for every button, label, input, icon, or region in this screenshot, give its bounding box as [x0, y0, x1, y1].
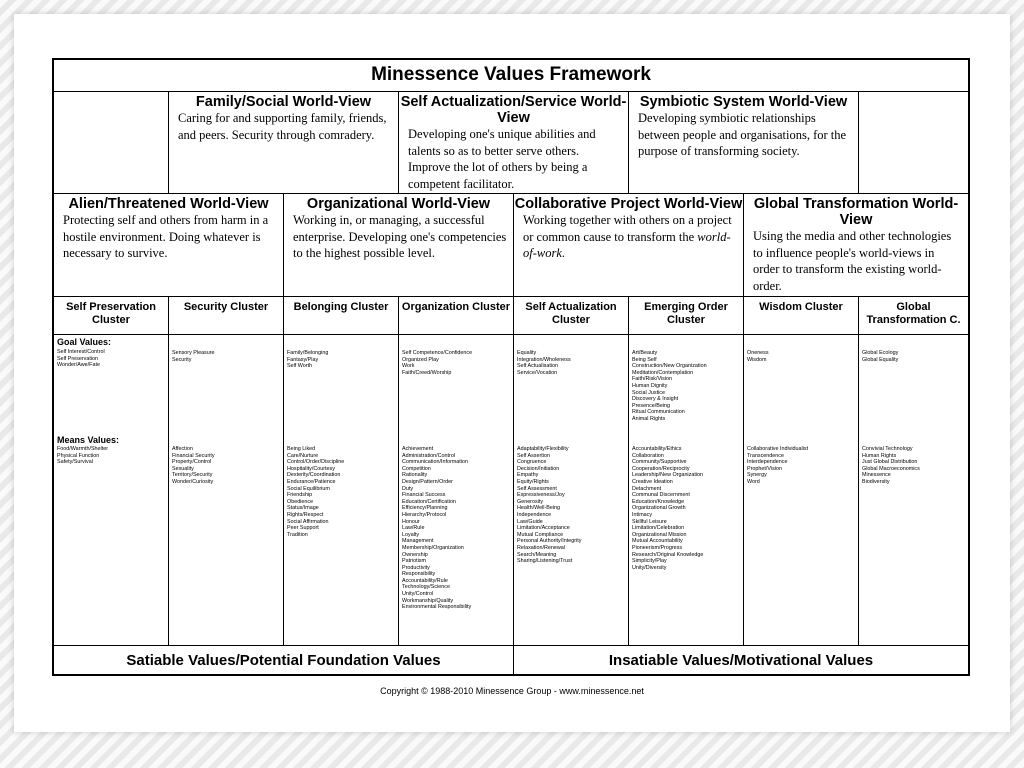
- means-values-label: Means Values:: [57, 435, 120, 445]
- framework-table: [52, 58, 970, 676]
- worldview-heading: Collaborative Project World-View: [514, 196, 743, 212]
- worldview-heading: Family/Social World-View: [195, 94, 372, 110]
- cluster-label: Emerging Order Cluster: [644, 301, 728, 326]
- cluster-label: Belonging Cluster: [293, 301, 389, 313]
- cluster-label: Organization Cluster: [401, 301, 511, 313]
- goal-values-list: Equality Integration/Wholeness Self Actualisation Service/Vocation: [517, 350, 571, 376]
- goal-values-list: Global Ecology Global Equality: [862, 350, 899, 363]
- cluster-self-actualization: [514, 296, 629, 334]
- values-row: [54, 334, 968, 646]
- values-col-global-transformation: [859, 334, 968, 645]
- worldview-description: Developing symbiotic relationships between people and organisations, for the purpose of transforming society.: [638, 111, 847, 158]
- worldview-heading: Global Transformation World-View: [753, 196, 959, 228]
- description-end: .: [561, 246, 566, 260]
- goal-values-list: Self Competence/Confidence Organized Play Work Faith/Creed/Worship: [402, 350, 473, 376]
- worldview-global-transformation: [744, 193, 968, 296]
- title-row: [54, 60, 968, 92]
- worldview-description: Developing one's unique abilities and talents so as to better serve others. Improve the lot of others by being a competent facilitator.: [408, 127, 596, 191]
- worldview-collaborative-project: [514, 193, 744, 296]
- satiable-values-footer: [54, 645, 514, 674]
- worldview-symbiotic-system: [629, 91, 859, 193]
- cluster-label: Wisdom Cluster: [759, 301, 843, 313]
- means-values-list: Affection Financial Security Property/Control Sexuality Territory/Security Wonder/Curiosity: [172, 446, 215, 485]
- cluster-self-preservation: [54, 296, 169, 334]
- worldview-alien-threatened: [54, 193, 284, 296]
- worldview-description: Using the media and other technologies to influence people's world-views in order to transform the existing world-order.: [753, 229, 952, 293]
- footer-row: [54, 645, 968, 674]
- worldview-self-actualization-service: [399, 91, 629, 193]
- cluster-belonging: [284, 296, 399, 334]
- cluster-label: Security Cluster: [183, 301, 269, 313]
- empty-cell-left: [54, 91, 169, 193]
- insatiable-values-footer: [514, 645, 968, 674]
- footer-left-label: Satiable Values/Potential Foundation Values: [126, 652, 441, 669]
- values-col-self-preservation: [54, 334, 169, 645]
- cluster-header-row: [54, 296, 968, 335]
- worldview-description: [514, 212, 743, 262]
- goal-values-list: Art/Beauty Being Self Construction/New Organization Meditation/Contemplation Faith/Risk/Vision Human Dignity Social Justice Discovery & Insight Presence/Being Ritual Communication Animal Rights: [632, 350, 707, 422]
- footer-right-label: Insatiable Values/Motivational Values: [608, 652, 874, 669]
- slide: [14, 14, 1010, 732]
- cluster-label: Self Preservation Cluster: [66, 301, 156, 326]
- empty-cell-right: [859, 91, 968, 193]
- worldview-heading: Organizational World-View: [306, 196, 491, 212]
- values-col-security: [169, 334, 284, 645]
- values-col-belonging: [284, 334, 399, 645]
- cluster-wisdom: [744, 296, 859, 334]
- description-emphasis: world-of-work: [523, 229, 731, 260]
- worldview-description: Working in, or managing, a successful enterprise. Developing one's competencies to the highest possible level.: [293, 213, 507, 260]
- worldview-row-1: [54, 91, 968, 194]
- values-col-emerging-order: [629, 334, 744, 645]
- means-values-list: Convivial Technology Human Rights Just Global Distribution Global Macroeconomics Minessence Biodiversity: [862, 446, 920, 485]
- goal-values-list: Sensory Pleasure Security: [172, 350, 215, 363]
- values-col-self-actualization: [514, 334, 629, 645]
- worldview-family-social: [169, 91, 399, 193]
- cluster-label: Self Actualization Cluster: [525, 301, 617, 326]
- cluster-emerging-order: [629, 296, 744, 334]
- values-col-wisdom: [744, 334, 859, 645]
- description-text: Working together with others on a project or common cause to transform the: [523, 213, 732, 244]
- worldview-description: Caring for and supporting family, friends, and peers. Security through comradery.: [178, 111, 387, 142]
- values-col-organization: [399, 334, 514, 645]
- cluster-label: Global Transformation C.: [866, 301, 961, 326]
- means-values-list: Accountability/Ethics Collaboration Community/Supportive Cooperation/Reciprocity Leadership/New Organization Creative Ideation Detachment Communal Discernment Education/Knowledge Organizational Growth Intimacy Skillful Leisure Limitation/Celebration Organizational Mission Mutual Accountability Pioneerism/Progress Research/Original Knowledge Simplicity/Play Unity/Diversity: [632, 446, 704, 571]
- worldview-description: Protecting self and others from harm in a hostile environment. Doing whatever is necessary to survive.: [63, 213, 269, 260]
- copyright-notice: Copyright © 1988-2010 Minessence Group - www.minessence.net: [380, 686, 644, 696]
- cluster-security: [169, 296, 284, 334]
- means-values-list: Being Liked Care/Nurture Control/Order/Discipline Hospitality/Courtesy Dexterity/Coordination Endurance/Patience Social Equilibrium Friendship Obedience Status/Image Rights/Respect Social Affirmation Peer Support Tradition: [287, 446, 345, 538]
- cluster-organization: [399, 296, 514, 334]
- worldview-heading: Alien/Threatened World-View: [68, 196, 269, 212]
- cluster-global-transformation: [859, 296, 968, 334]
- worldview-heading: Self Actualization/Service World-View: [400, 94, 627, 126]
- goal-values-list: Family/Belonging Fantasy/Play Self Worth: [287, 350, 329, 370]
- worldview-row-2: [54, 193, 968, 297]
- worldview-organizational: [284, 193, 514, 296]
- means-values-list: Food/Warmth/Shelter Physical Function Safety/Survival: [57, 446, 109, 466]
- means-values-list: Collaborative Individualist Transcendence Interdependence Prophet/Vision Synergy Word: [747, 446, 809, 485]
- goal-values-list: Oneness Wisdom: [747, 350, 769, 363]
- goal-values-label: Goal Values:: [57, 337, 112, 347]
- goal-values-list: Self Interest/Control Self Preservation Wonder/Awe/Fate: [57, 349, 105, 369]
- means-values-list: Achievement Administration/Control Communication/Information Competition Rationality Design/Pattern/Order Duty Financial Success Education/Certification Efficiency/Planning Hierarchy/Protocol Honour Law/Rule Loyalty Management Membership/Organization Ownership Patriotism Productivity Responsibility Accountability/Rule Technology/Science Unity/Control Workmanship/Quality Environmental Responsibility: [402, 446, 472, 611]
- page-title: Minessence Values Framework: [371, 64, 651, 85]
- worldview-heading: Symbiotic System World-View: [639, 94, 848, 110]
- means-values-list: Adaptability/Flexibility Self Assertion Congruence Decision/Initiation Empathy Equity/Rights Self Assessment Expressiveness/Joy Generosity Health/Well-Being Independence Law/Guide Limitation/Acceptance Mutual Compliance Personal Authority/Integrity Relaxation/Renewal Search/Meaning Sharing/Listening/Trust: [517, 446, 582, 565]
